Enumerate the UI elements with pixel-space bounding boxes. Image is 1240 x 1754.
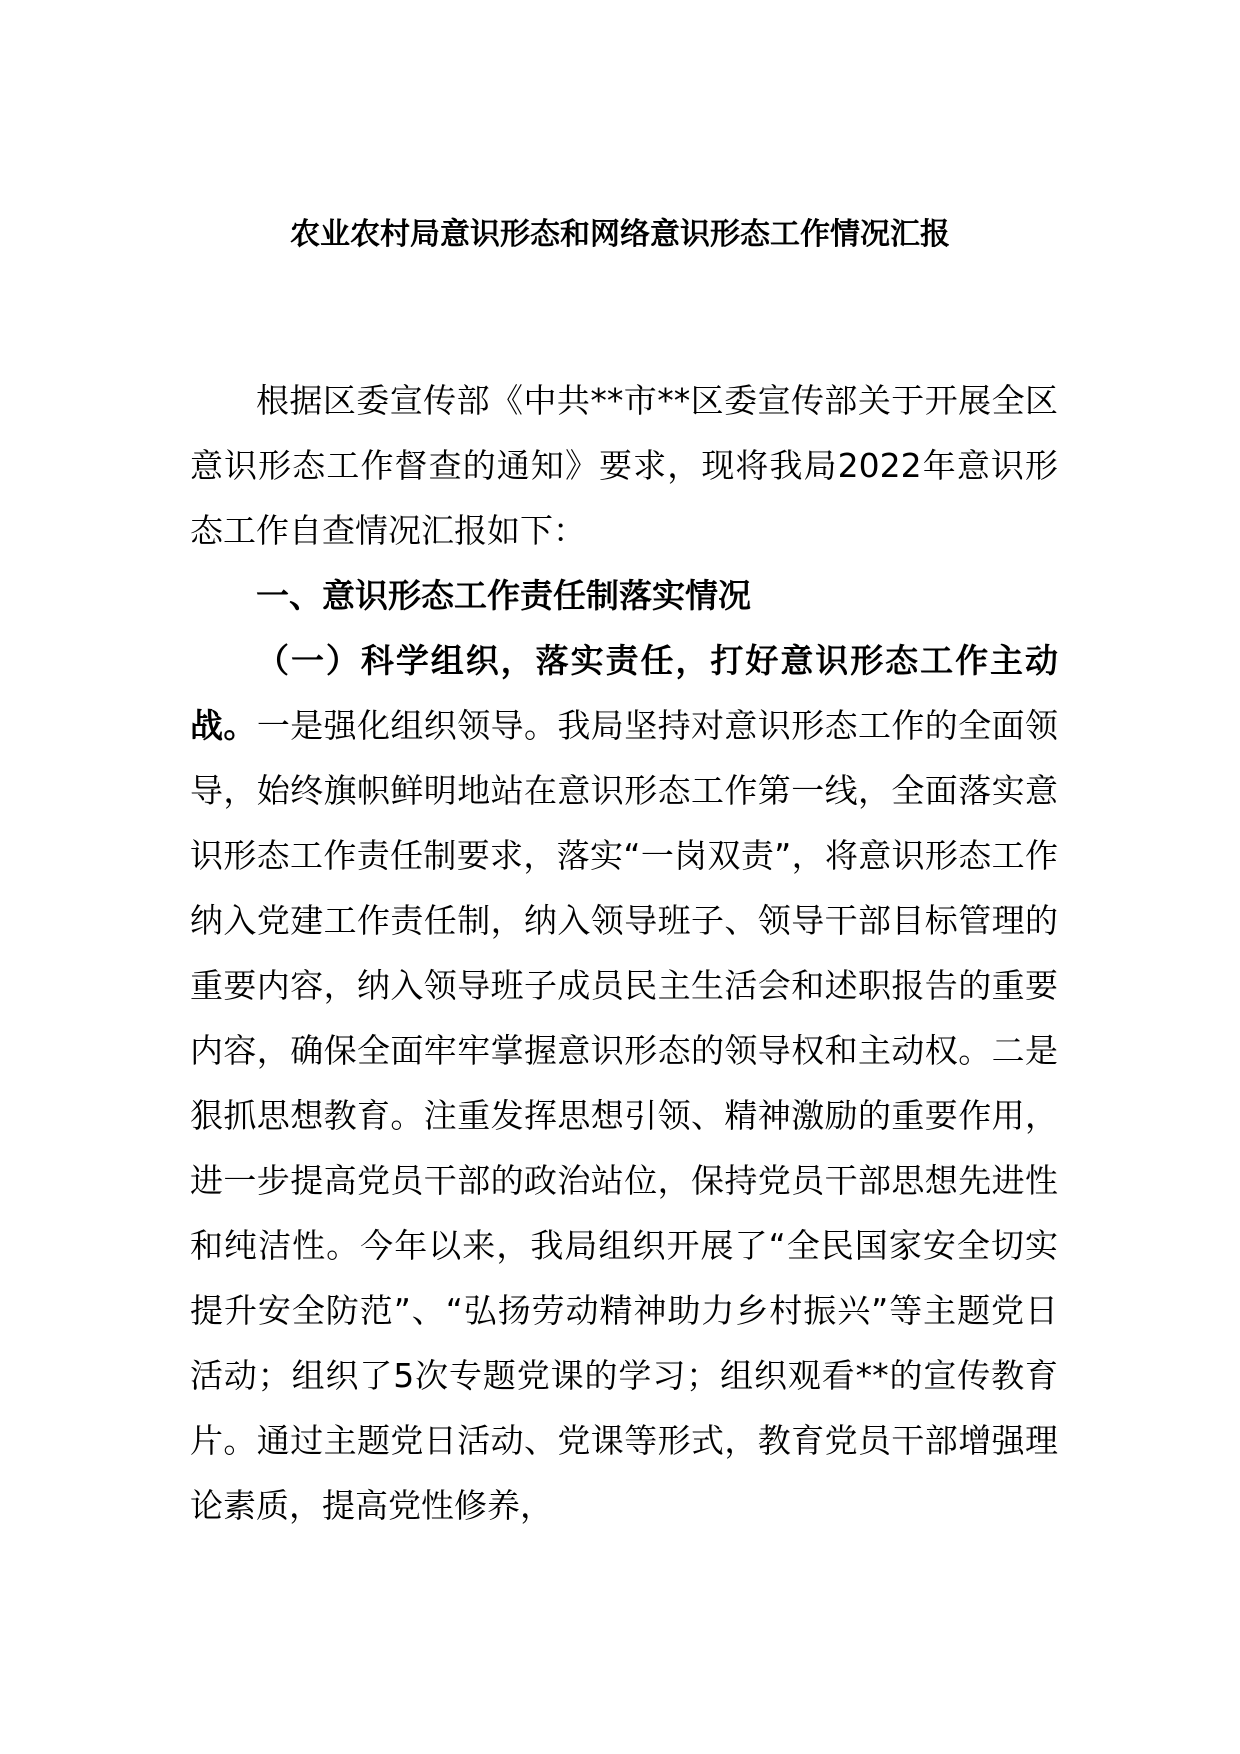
subsection-paragraph <box>190 628 1058 1538</box>
document-body <box>190 368 1058 1538</box>
document-title: 农业农村局意识形态和网络意识形态工作情况汇报 <box>290 217 950 252</box>
intro-paragraph: 根据区委宣传部《中共**市**区委宣传部关于开展全区意识形态工作督查的通知》要求，现将我局2022年意识形态工作自查情况汇报如下： <box>190 381 1058 550</box>
subsection-lead: （一）科学组织，落实责任，打好意识形态工作主动战。 <box>190 641 1058 745</box>
section-heading: 一、意识形态工作责任制落实情况 <box>256 576 751 615</box>
subsection-body: 一是强化组织领导。我局坚持对意识形态工作的全面领导，始终旗帜鲜明地站在意识形态工作第一线，全面落实意识形态工作责任制要求，落实“一岗双责”，将意识形态工作纳入党建工作责任制，纳入领导班子、领导干部目标管理的重要内容，纳入领导班子成员民主生活会和述职报告的重要内容，确保全面牢牢掌握意识形态的领导权和主动权。二是狠抓思想教育。注重发挥思想引领、精神激励的重要作用，进一步提高党员干部的政治站位，保持党员干部思想先进性和纯洁性。今年以来，我局组织开展了“全民国家安全切实提升安全防范”、“弘扬劳动精神助力乡村振兴”等主题党日活动；组织了5次专题党课的学习；组织观看**的宣传教育片。通过主题党日活动、党课等形式，教育党员干部增强理论素质，提高党性修养， <box>190 706 1059 1525</box>
